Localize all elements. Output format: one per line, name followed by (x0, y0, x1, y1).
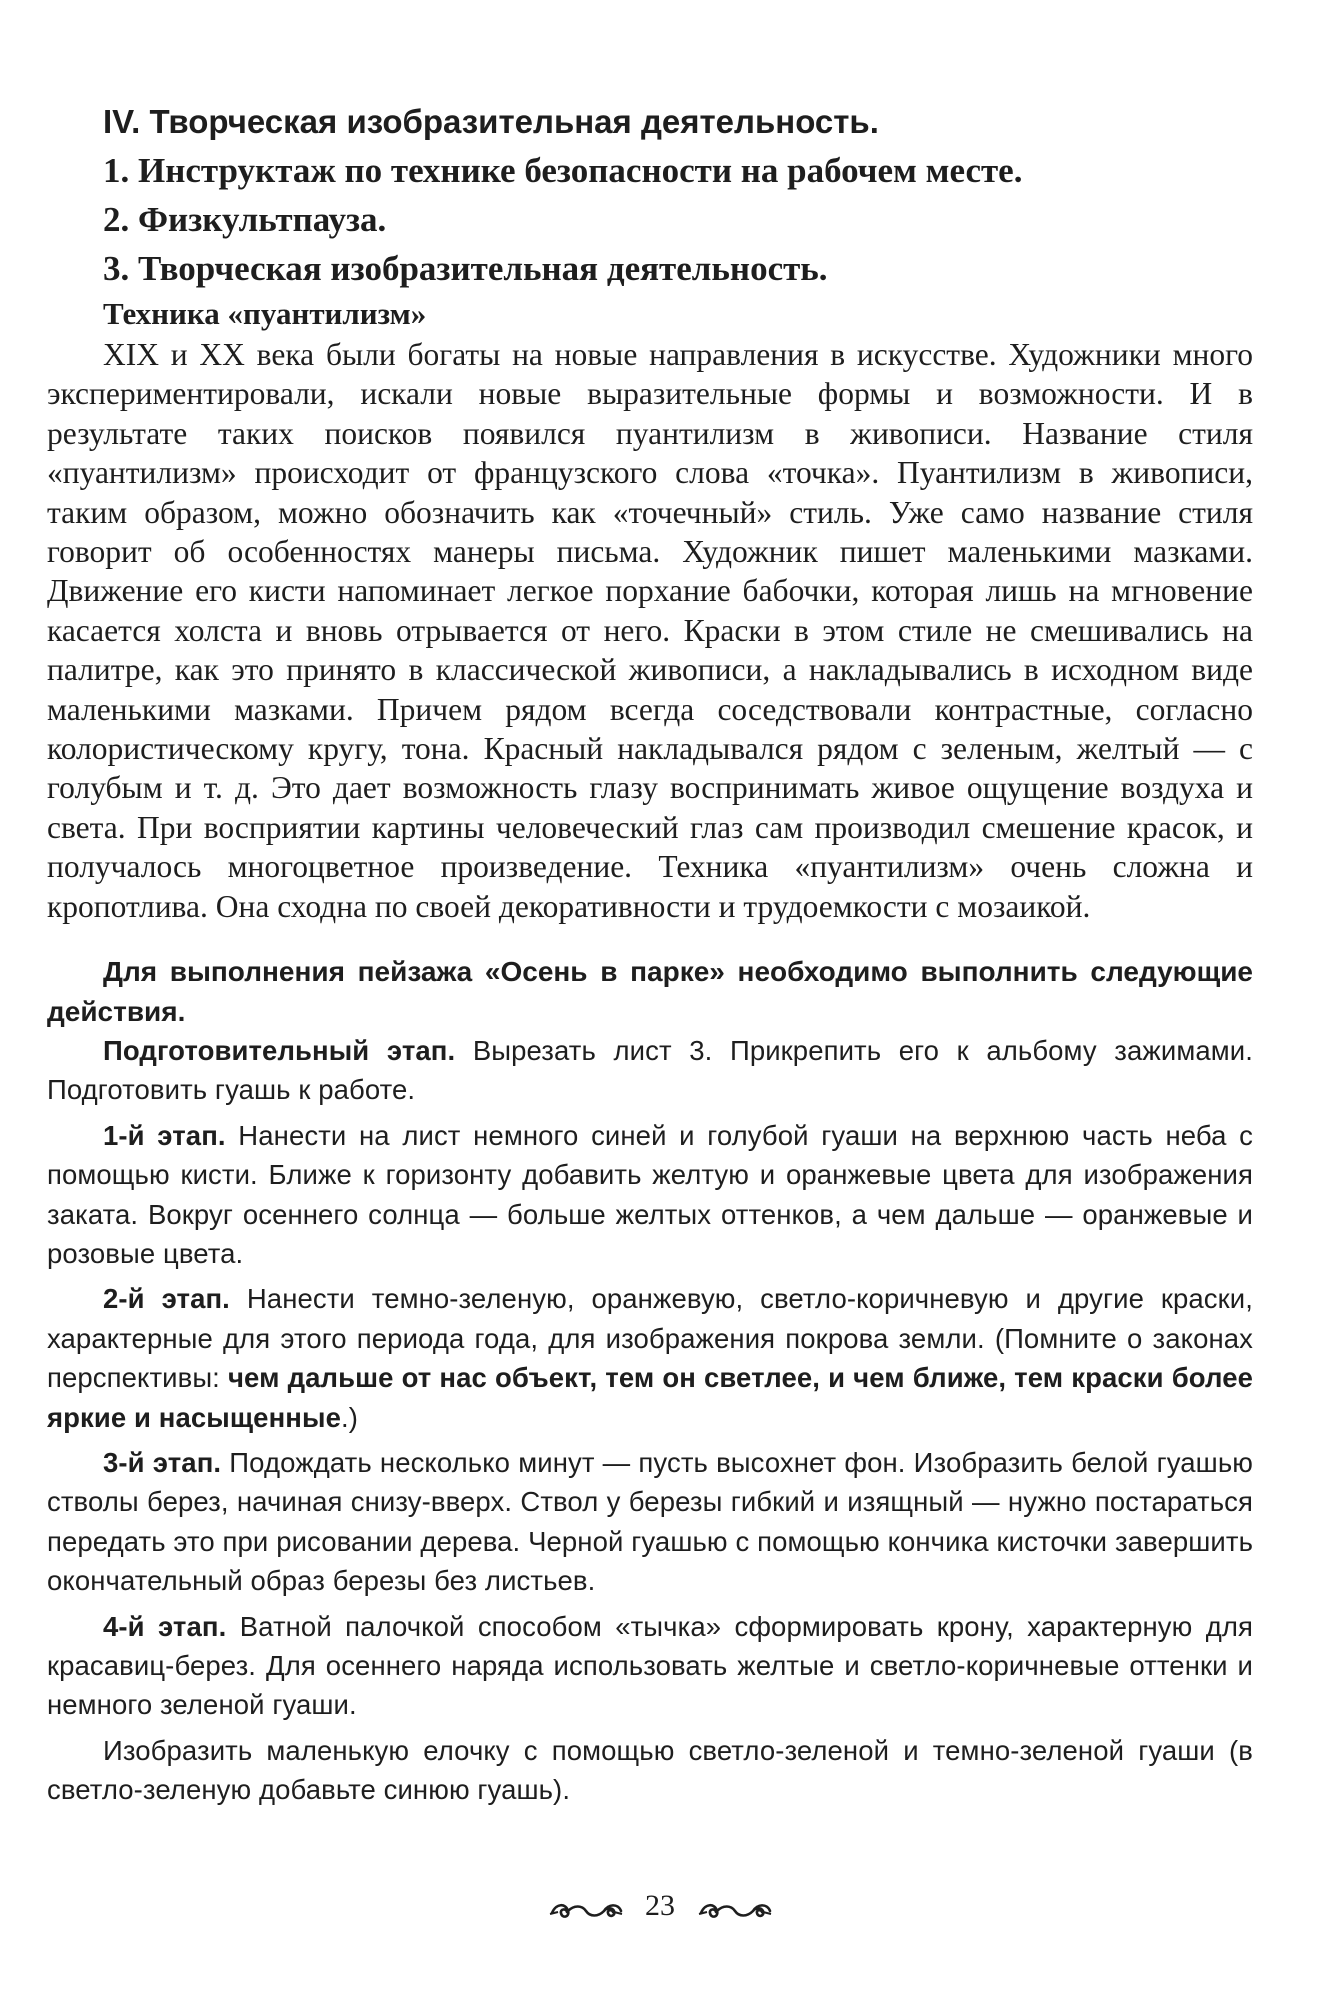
step-3 (47, 1443, 1253, 1601)
step-prep-label: Подготовительный этап. (103, 1034, 456, 1066)
heading-item-3: 3. Творческая изобразительная деятельность. (103, 249, 828, 288)
page-number: 23 (645, 1889, 675, 1923)
step-2 (47, 1279, 1253, 1437)
instructions-lead: Для выполнения пейзажа «Осень в парке» необходимо выполнить следующие действия. (47, 956, 1253, 1027)
pointillism-paragraph: XIX и XX века были богаты на новые направления в искусстве. Художники много экспериментировали, искали новые выразительные формы и возможности. И в результате таких поисков появился пуантилизм в живописи. Название стиля «пуантилизм» происходит от французского слова «точка». Пуантилизм в живописи, таким образом, можно обозначить как «точечный» стиль. Уже само название стиля говорит об особенностях манеры письма. Художник пишет маленькими мазками. Движение его кисти напоминает легкое порхание бабочки, которая лишь на мгновение касается холста и вновь отрывается от него. Краски в этом стиле не смешивались на палитре, как это принято в классической живописи, а накладывались в исходном виде маленькими мазками. Причем рядом всегда соседствовали контрастные, согласно колористическому кругу, тона. Красный накладывался рядом с зеленым, желтый — с голубым и т. д. Это дает возможность глазу воспринимать живое ощущение воздуха и света. При восприятии картины человеческий глаз сам производил смешение красок, и получалось многоцветное произведение. Техника «пуантилизм» очень сложна и кропотлива. Она сходна по своей декоративности и трудоемкости с мозаикой. (47, 337, 1253, 924)
technique-title: Техника «пуантилизм» (103, 296, 427, 331)
scroll-ornament-icon (697, 1894, 773, 1918)
step-1-label: 1-й этап. (103, 1119, 226, 1151)
heading-item-2: 2. Физкультпауза. (103, 200, 387, 239)
step-3-label: 3-й этап. (103, 1446, 222, 1478)
step-prep-text: Вырезать лист 3. Прикрепить его к альбому зажимами. Подготовить гуашь к работе. (47, 1034, 1253, 1106)
step-2-emphasis: чем дальше от нас объект, тем он светлее, и чем ближе, тем краски более яркие и насыщенные (47, 1362, 1253, 1433)
step-4-label: 4-й этап. (103, 1610, 227, 1642)
step-prep (47, 1031, 1253, 1110)
step-4 (47, 1607, 1253, 1725)
step-1 (47, 1116, 1253, 1274)
step-2-text: Нанести темно-зеленую, оранжевую, светло-коричневую и другие краски, характерные для этого периода года, для изображения покрова земли. (Помните о законах перспективы: (47, 1283, 1253, 1394)
step-4-text: Ватной палочкой способом «тычка» сформировать крону, характерную для красавиц-берез. Для осеннего наряда использовать желтые и светло-коричневые оттенки и немного зеленой гуаши. (47, 1610, 1253, 1721)
section-heading: IV. Творческая изобразительная деятельность. (103, 103, 879, 140)
step-1-text: Нанести на лист немного синей и голубой гуаши на верхнюю часть неба с помощью кисти. Ближе к горизонту добавить желтую и оранжевые цвета для изображения заката. Вокруг осеннего солнца — больше желтых оттенков, а чем дальше — оранжевые и розовые цвета. (47, 1119, 1253, 1269)
step-3-text: Подождать несколько минут — пусть высохнет фон. Изобразить белой гуашью стволы берез, начиная снизу-вверх. Ствол у березы гибкий и изящный — нужно постараться передать это при рисовании дерева. Черной гуашью с помощью кончика кисточки завершить окончательный образ березы без листьев. (47, 1446, 1253, 1597)
page-footer (0, 1884, 1320, 1926)
heading-item-1: 1. Инструктаж по технике безопасности на рабочем месте. (103, 151, 1023, 190)
page-content (47, 98, 1253, 1810)
step-2-label: 2-й этап. (103, 1283, 230, 1315)
final-step: Изобразить маленькую елочку с помощью светло-зеленой и темно-зеленой гуаши (в светло-зеленую добавьте синюю гуашь). (47, 1734, 1253, 1806)
scroll-ornament-icon (548, 1894, 624, 1918)
step-2-end: .) (340, 1401, 358, 1433)
